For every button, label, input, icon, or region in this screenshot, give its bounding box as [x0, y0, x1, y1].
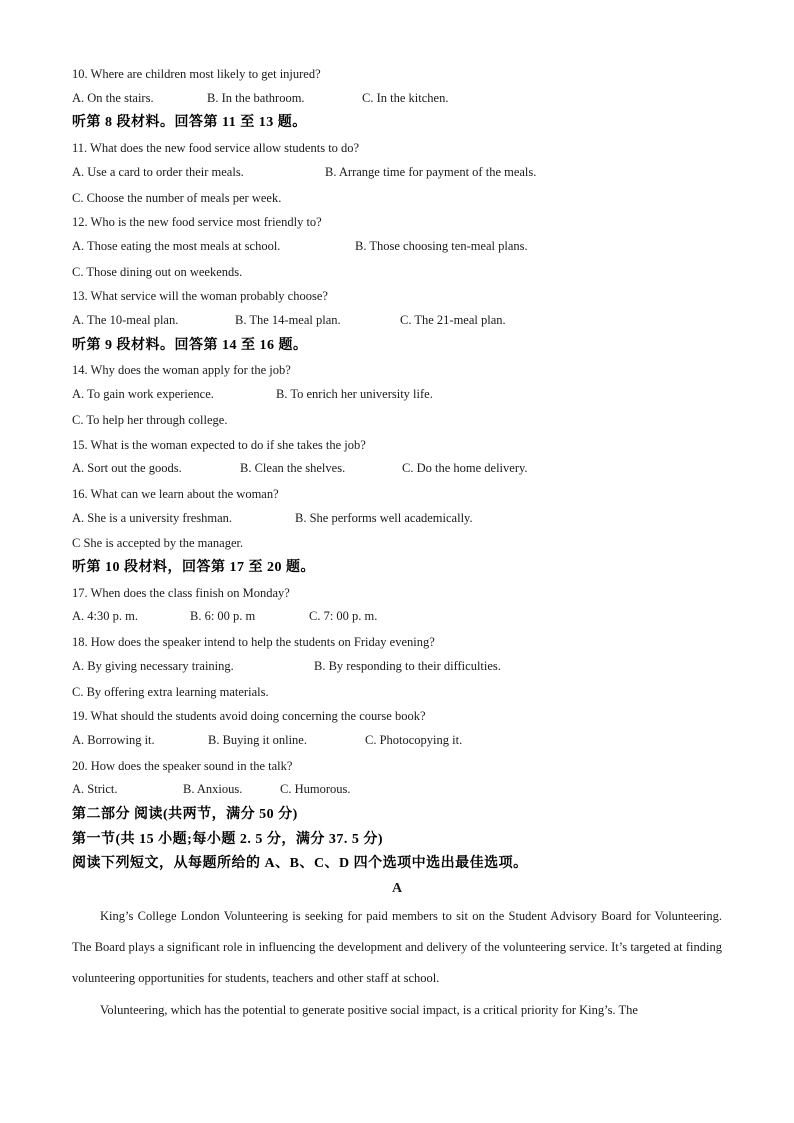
q18-option-b: B. By responding to their difficulties. [314, 659, 501, 673]
q20-option-b: B. Anxious. [183, 782, 243, 796]
question-20: 20. How does the speaker sound in the talk? [72, 759, 293, 773]
part-2-heading: 第二部分 阅读(共两节，满分 50 分) [72, 807, 298, 822]
q18-option-a: A. By giving necessary training. [72, 659, 234, 673]
q18-option-c: C. By offering extra learning materials. [72, 685, 269, 699]
q13-option-c: C. The 21-meal plan. [400, 313, 506, 327]
question-10: 10. Where are children most likely to get injured? [72, 67, 321, 81]
q13-option-a: A. The 10-meal plan. [72, 313, 179, 327]
reading-instruction: 阅读下列短文，从每题所给的 A、B、C、D 四个选项中选出最佳选项。 [72, 856, 528, 871]
q12-option-c: C. Those dining out on weekends. [72, 265, 243, 279]
passage-paragraph-1: King’s College London Volunteering is seeking for paid members to sit on the Student Advisory Board for Volunteering. The Board plays a significant role in influencing the development and delivery of the volunteering service. It’s targeted at finding volunteering opportunities for students, teachers and other staff at school. [72, 909, 722, 985]
q15-option-b: B. Clean the shelves. [240, 461, 346, 475]
q12-option-b: B. Those choosing ten-meal plans. [355, 239, 528, 253]
q13-option-b: B. The 14-meal plan. [235, 313, 341, 327]
q16-option-c: C She is accepted by the manager. [72, 536, 244, 550]
section-10-heading: 听第 10 段材料，回答第 17 至 20 题。 [72, 560, 315, 575]
q20-option-c: C. Humorous. [280, 782, 351, 796]
q11-option-a: A. Use a card to order their meals. [72, 165, 244, 179]
question-15: 15. What is the woman expected to do if she takes the job? [72, 438, 366, 452]
q19-option-a: A. Borrowing it. [72, 733, 155, 747]
q14-option-b: B. To enrich her university life. [276, 387, 433, 401]
q14-option-a: A. To gain work experience. [72, 387, 214, 401]
passage-paragraph-2: Volunteering, which has the potential to generate positive social impact, is a critical priority for King’s. The [100, 1003, 638, 1017]
question-18: 18. How does the speaker intend to help the students on Friday evening? [72, 635, 435, 649]
question-11: 11. What does the new food service allow students to do? [72, 141, 360, 155]
section-9-heading: 听第 9 段材料。回答第 14 至 16 题。 [72, 338, 308, 353]
q14-option-c: C. To help her through college. [72, 413, 228, 427]
question-13: 13. What service will the woman probably choose? [72, 289, 328, 303]
section-8-heading: 听第 8 段材料。回答第 11 至 13 题。 [72, 115, 307, 130]
question-19: 19. What should the students avoid doing concerning the course book? [72, 709, 426, 723]
question-16: 16. What can we learn about the woman? [72, 487, 279, 501]
q10-option-a: A. On the stairs. [72, 91, 154, 105]
q17-option-c: C. 7: 00 p. m. [309, 609, 378, 623]
q17-option-a: A. 4:30 p. m. [72, 609, 138, 623]
question-14: 14. Why does the woman apply for the job? [72, 363, 291, 377]
q15-option-a: A. Sort out the goods. [72, 461, 182, 475]
q19-option-c: C. Photocopying it. [365, 733, 463, 747]
q16-option-a: A. She is a university freshman. [72, 511, 233, 525]
q11-option-b: B. Arrange time for payment of the meals. [325, 165, 537, 179]
passage-label: A [391, 881, 403, 896]
section-1-heading: 第一节(共 15 小题;每小题 2. 5 分，满分 37. 5 分) [72, 832, 383, 847]
q12-option-a: A. Those eating the most meals at school. [72, 239, 281, 253]
q19-option-b: B. Buying it online. [208, 733, 307, 747]
question-12: 12. Who is the new food service most friendly to? [72, 215, 322, 229]
q17-option-b: B. 6: 00 p. m [190, 609, 256, 623]
q11-option-c: C. Choose the number of meals per week. [72, 191, 282, 205]
question-17: 17. When does the class finish on Monday? [72, 586, 290, 600]
q16-option-b: B. She performs well academically. [295, 511, 473, 525]
q15-option-c: C. Do the home delivery. [402, 461, 528, 475]
q20-option-a: A. Strict. [72, 782, 118, 796]
q10-option-c: C. In the kitchen. [362, 91, 449, 105]
q10-option-b: B. In the bathroom. [207, 91, 305, 105]
